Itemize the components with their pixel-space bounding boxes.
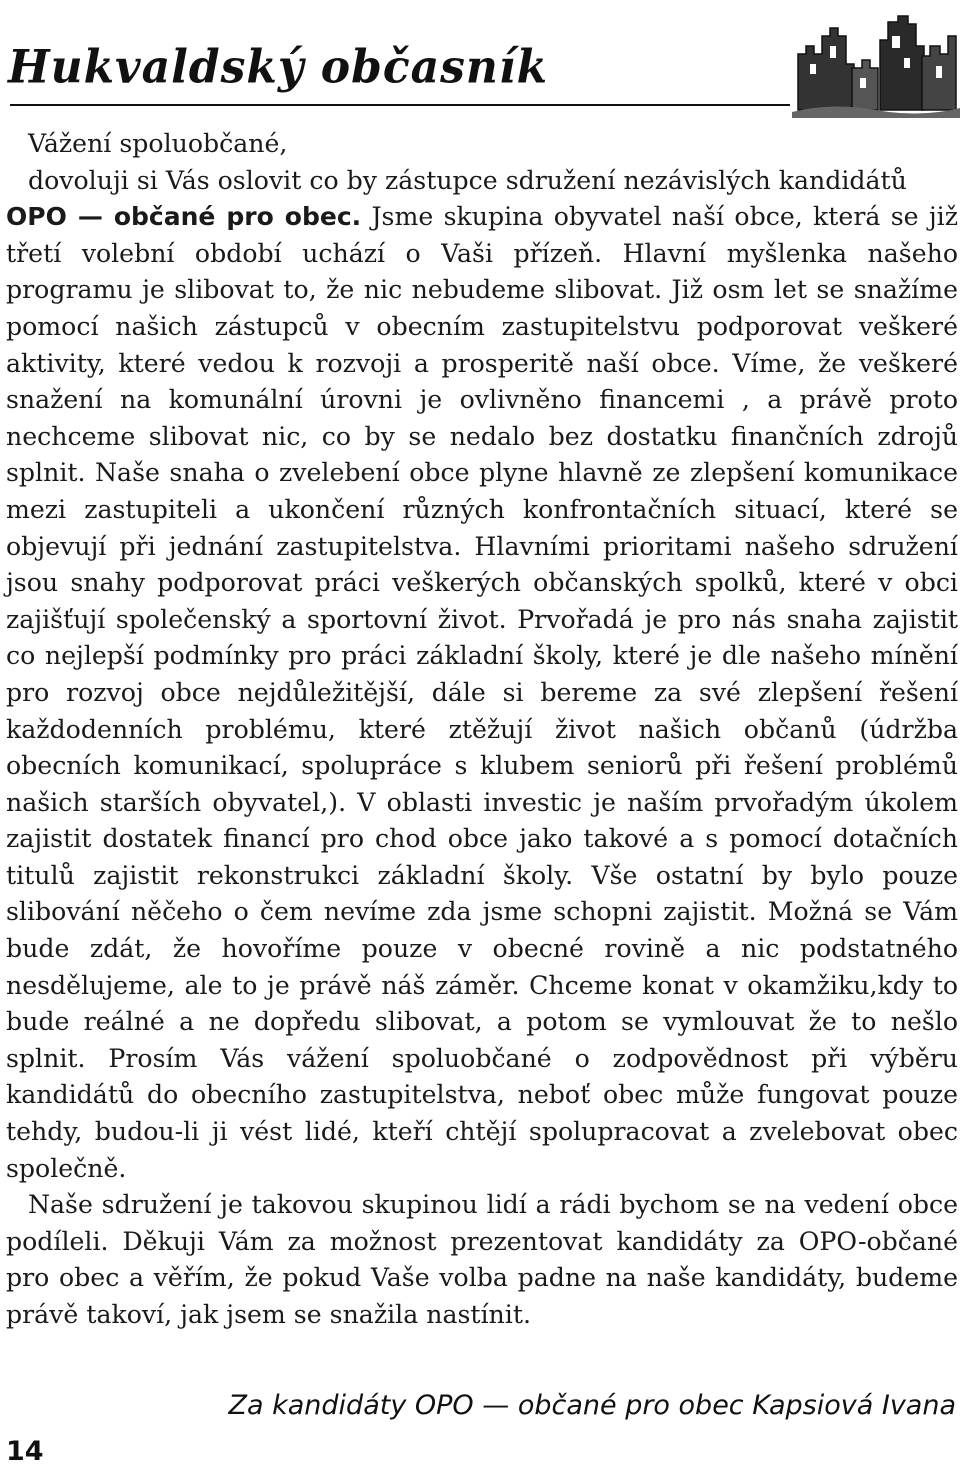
paragraph-intro: dovoluji si Vás oslovit co by zástupce sdružení nezávislých kandidátů: [28, 165, 907, 195]
article-paragraph-2: Naše sdružení je takovou skupinou lidí a rádi bychom se na vedení obce podíleli. Děkuji Vám za možnost prezentovat kandidáty za OPO-občané pro obec a věřím, že pokud Vaše volba padne na naše kandidáty, budeme právě takoví, jak jsem se snažila nastínit.: [6, 1190, 958, 1329]
newsletter-title: Hukvaldský občasník: [8, 40, 549, 95]
masthead-rule: [10, 104, 790, 106]
article-paragraph-1: [6, 163, 958, 1188]
article-body: [6, 126, 958, 1334]
signature: Za kandidáty OPO — občané pro obec Kapsiová Ivana: [228, 1390, 956, 1421]
masthead: [0, 0, 960, 120]
page-number: 14: [6, 1436, 44, 1467]
paragraph-body: Jsme skupina obyvatel naší obce, která se již třetí volební období uchází o Vaši přízeň. Hlavní myšlenka našeho programu je slibovat to, že nic nebudeme slibovat. Již osm let se snažíme pomocí našich zástupců v obecním zastupitelstvu podporovat veškeré aktivity, které vedou k rozvoji a prosperitě naší obce. Víme, že veškeré snažení na komunální úrovni je ovlivněno financemi , a právě proto nechceme slibovat nic, co by se nedalo bez dostatku finančních zdrojů splnit. Naše snaha o zvelebení obce plyne hlavně ze zlepšení komunikace mezi zastupiteli a ukončení různých konfrontačních situací, které se objevují při jednání zastupitelstva. Hlavními prioritami našeho sdružení jsou snahy podporovat práci veškerých občanských spolků, které v obci zajišťují společenský a sportovní život. Prvořadá je pro nás snaha zajistit co nejlepší podmínky pro práci základní školy, které je dle našeho mínění pro rozvoj obce nejdůležitější, dále si bereme za své zlepšení řešení každodenních problému, které ztěžují život našich občanů (údržba obecních komunikací, spolupráce s klubem seniorů při řešení problémů našich starších obyvatel,). V oblasti investic je naším prvořadým úkolem zajistit dostatek financí pro chod obce jako takové a s pomocí dotačních titulů zajistit rekonstrukci základní školy. Vše ostatní by bylo pouze slibování něčeho o čem nevíme zda jsme schopni zajistit. Možná se Vám bude zdát, že hovoříme pouze v obecné rovině a nic podstatného nesdělujeme, ale to je právě náš záměr. Chceme konat v okamžiku,kdy to bude reálné a ne dopředu slibovat, a potom se vymlouvat že to nešlo splnit. Prosím Vás vážení spoluobčané o zodpovědnost při výběru kandidátů do obecního zastupitelstva, neboť obec může fungovat pouze tehdy, budou-li ji vést lidé, kteří chtějí spolupracovat a zvelebovat obec společně.: [6, 202, 958, 1183]
greeting: Vážení spoluobčané,: [28, 129, 288, 158]
group-name-bold: OPO — občané pro obec.: [6, 202, 362, 232]
castle-ruin-icon: [792, 6, 960, 118]
